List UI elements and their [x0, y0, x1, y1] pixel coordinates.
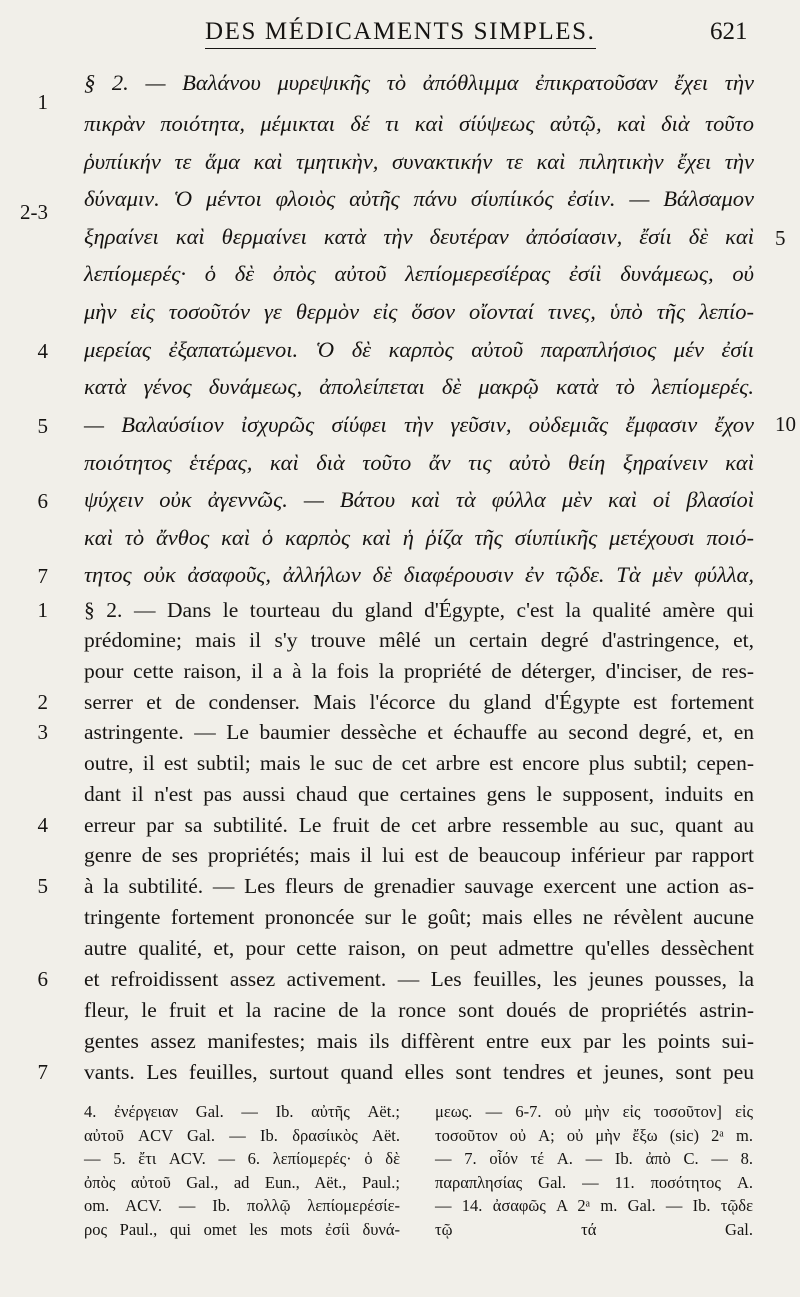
greek-line: δύναμιν. Ὁ μέντοι φλοιὸς αὐτῆς πάνυ σίυπίικός ἐσίιν. — Βάλσαμον: [84, 186, 754, 211]
apparatus-line: om. ACV. — Ib. πολλῷ λεπίομερέσίε-: [84, 1196, 400, 1216]
french-line-number: 5: [37, 874, 48, 898]
greek-line: τητος οὐκ ἀσαφοῦς, ἀλλήλων δὲ διαφέρουσιν ἐν τῷδε. Τὰ μὲν φύλλα,: [84, 562, 754, 587]
apparatus-line: — 5. ἔτι ACV. — 6. λεπίομερές· ὁ δὲ: [84, 1149, 400, 1169]
page-number: 621: [710, 18, 748, 45]
greek-line: πικρὰν ποιότητα, μέμικται δέ τι καὶ σίύψεως αὐτῷ, καὶ διὰ τοῦτο: [84, 111, 754, 136]
apparatus-line: — 14. ἀσαφῶς A 2ᵃ m. Gal. — Ib. τῷδε: [435, 1196, 753, 1216]
greek-line: μὴν εἰς τοσοῦτόν γε θερμὸν εἰς ὅσον οἴονταί τινες, ὑπὸ τῆς λεπίο-: [84, 299, 754, 324]
french-line-number: 3: [37, 720, 48, 744]
french-line: fleur, le fruit et la racine de la ronce sont doués de propriétés astrin-: [84, 998, 754, 1022]
greek-line-number: 2-3: [20, 200, 48, 224]
greek-margin-number: 10: [775, 412, 796, 436]
french-line: § 2. — Dans le tourteau du gland d'Égypte, c'est la qualité amère qui: [84, 598, 754, 622]
french-line: outre, il est subtil; mais le suc de cet arbre est encore plus subtil; cepen-: [84, 751, 754, 775]
french-line-number: 1: [37, 598, 48, 622]
french-line-number: 7: [37, 1060, 48, 1084]
apparatus-column-left: [84, 1100, 404, 1242]
greek-line: καὶ τὸ ἄνθος καὶ ὁ καρπὸς καὶ ἡ ῥίζα τῆς σίυπίικῆς μετέχουσι ποιό-: [84, 525, 754, 550]
greek-line: λεπίομερές· ὁ δὲ ὀπὸς αὐτοῦ λεπίομερεσίέρας ἐσίὶ δυνάμεως, οὐ: [84, 261, 754, 286]
french-line: erreur par sa subtilité. Le fruit de cet arbre ressemble au suc, quant au: [84, 813, 754, 837]
running-title: DES MÉDICAMENTS SIMPLES.: [205, 18, 596, 49]
apparatus-line: ὀπὸς αὐτοῦ Gal., ad Eun., Aët., Paul.;: [84, 1172, 400, 1192]
greek-margin-number: 5: [775, 226, 786, 250]
running-header: [0, 18, 800, 54]
apparatus-line: ρος Paul., qui omet les mots ἐσίὶ δυνά-: [84, 1219, 400, 1239]
french-line-number: 6: [37, 967, 48, 991]
french-line: dant il n'est pas aussi chaud que certaines gens le supposent, induits en: [84, 782, 754, 806]
french-line: à la subtilité. — Les fleurs de grenadier sauvage exercent une action as-: [84, 874, 754, 898]
apparatus-line: αὐτοῦ ACV Gal. — Ib. δρασίικὸς Aët.: [84, 1125, 400, 1145]
apparatus-line: 4. ἐνέργειαν Gal. — Ib. αὐτῆς Aët.;: [84, 1102, 400, 1121]
french-line: et refroidissent assez activement. — Les feuilles, les jeunes pousses, la: [84, 967, 754, 991]
greek-line: μερείας ἐξαπατώμενοι. Ὁ δὲ καρπὸς αὐτοῦ παραπλήσιος μέν ἐσίι: [84, 337, 754, 362]
greek-line: ποιότητος ἑτέρας, καὶ διὰ τοῦτο ἄν τις αὐτὸ θείη ξηραίνειν καὶ: [84, 450, 754, 475]
critical-apparatus: [84, 1100, 754, 1280]
apparatus-line: μεως. — 6-7. οὐ μὴν εἰς τοσοῦτον] εἰς: [435, 1102, 753, 1121]
greek-line: § 2. — Βαλάνου μυρεψικῆς τὸ ἀπόθλιμμα ἐπικρατοῦσαν ἔχει τὴν: [84, 70, 754, 95]
french-line: serrer et de condenser. Mais l'écorce du gland d'Égypte est fortement: [84, 690, 754, 714]
greek-line: — Βαλαύσίιον ἰσχυρῶς σίύφει τὴν γεῦσιν, οὐδεμιᾶς ἔμφασιν ἔχον: [84, 412, 754, 437]
french-line-number: 2: [37, 690, 48, 714]
apparatus-line: — 7. οἷόν τέ A. — Ib. ἀπὸ C. — 8.: [435, 1149, 753, 1169]
greek-line-number: 6: [37, 489, 48, 513]
greek-line-number: 7: [37, 564, 48, 588]
apparatus-line: παραπλησίας Gal. — 11. ποσότητος A.: [435, 1172, 753, 1192]
greek-line-number: 5: [37, 414, 48, 438]
greek-line-number: 4: [37, 339, 48, 363]
french-line: gentes assez manifestes; mais ils diffèrent entre eux par les points sui-: [84, 1029, 754, 1053]
apparatus-line: τῷ τά Gal.: [435, 1219, 753, 1239]
french-line: astringente. — Le baumier dessèche et échauffe au second degré, et, en: [84, 720, 754, 744]
french-line: vants. Les feuilles, surtout quand elles sont tendres et jeunes, sont peu: [84, 1060, 754, 1084]
french-line: pour cette raison, il a à la fois la propriété de déterger, d'inciser, de res-: [84, 659, 754, 683]
french-line: genre de ses propriétés; mais il lui est de beaucoup inférieur par rapport: [84, 843, 754, 867]
greek-line: κατὰ γένος δυνάμεως, ἀπολείπεται δὲ μακρῷ κατὰ τὸ λεπίομερές.: [84, 374, 754, 399]
greek-line: ῥυπίικήν τε ἅμα καὶ τμητικὴν, συνακτικήν τε καὶ πιλητικὴν ἔχει τὴν: [84, 149, 754, 174]
french-line: autre qualité, et, pour cette raison, on peut admettre qu'elles dessèchent: [84, 936, 754, 960]
greek-line: ψύχειν οὐκ ἀγεννῶς. — Βάτου καὶ τὰ φύλλα μὲν καὶ οἱ βλασίοὶ: [84, 487, 754, 512]
french-line: tringente fortement prononcée sur le goût; mais elles ne révèlent aucune: [84, 905, 754, 929]
french-line: prédomine; mais il s'y trouve mêlé un certain degré d'astringence, et,: [84, 628, 754, 652]
greek-line-number: 1: [37, 90, 48, 114]
apparatus-column-right: [435, 1100, 755, 1242]
greek-line: ξηραίνει καὶ θερμαίνει κατὰ τὴν δευτέραν ἀπόσίασιν, ἔσίι δὲ καὶ: [84, 224, 754, 249]
french-line-number: 4: [37, 813, 48, 837]
apparatus-line: τοσοῦτον οὐ A; οὐ μὴν ἔξω (sic) 2ᵃ m.: [435, 1125, 753, 1145]
